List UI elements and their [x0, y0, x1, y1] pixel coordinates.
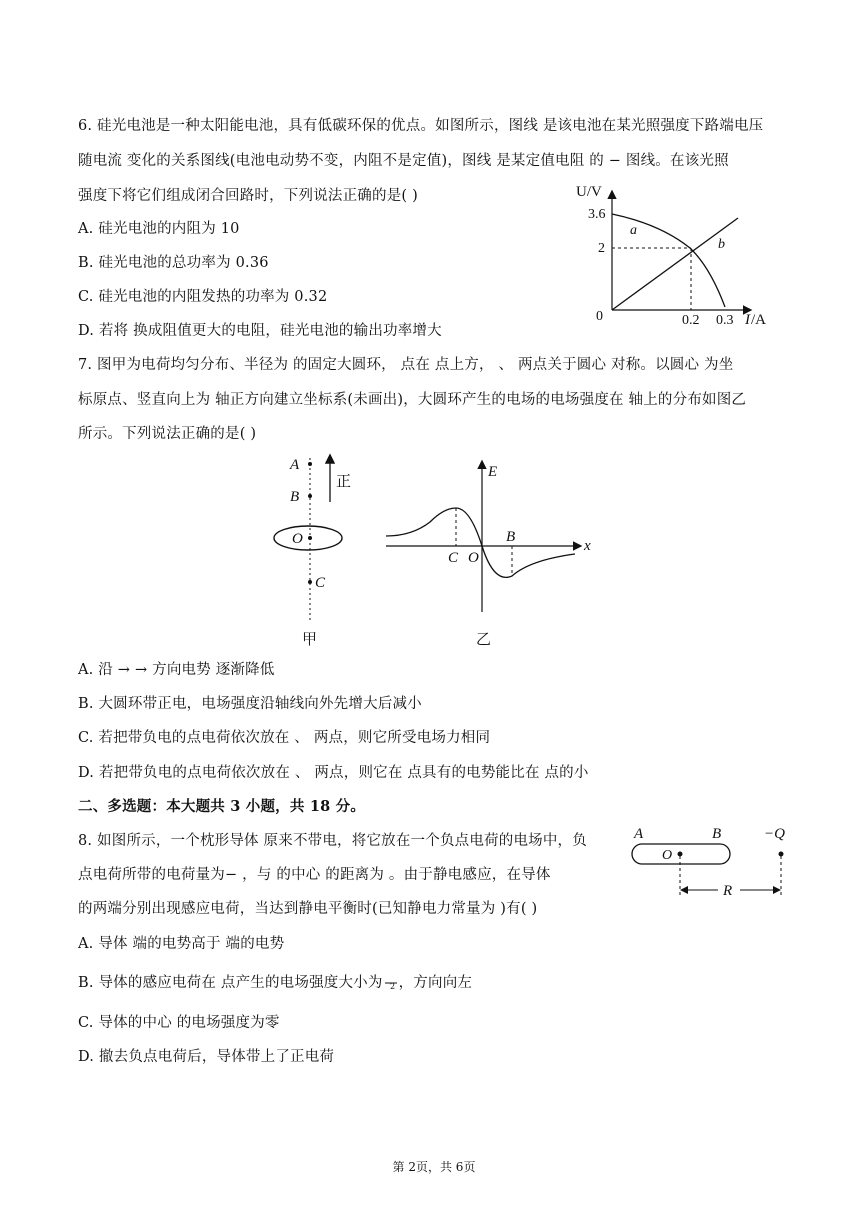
- q6-x-axis-label-unit: /A: [751, 312, 766, 328]
- q7-yi-label-o: O: [468, 550, 479, 566]
- q6-x-axis-label-i: I: [745, 312, 750, 328]
- q6-option-b: B. 硅光电池的总功率为 0.36: [78, 255, 269, 271]
- q6-tick-2: 2: [598, 241, 605, 256]
- q8-label-b: B: [712, 826, 722, 842]
- q8-figure: [626, 822, 806, 902]
- q7-option-a: A. 沿 → → 方向电势 逐渐降低: [78, 662, 275, 678]
- q6-option-c: C. 硅光电池的内阻发热的功率为 0.32: [78, 289, 328, 305]
- q8-fraction-icon: [383, 976, 399, 990]
- q7-yi-label-e: E: [488, 464, 498, 480]
- q8-option-b: [78, 971, 472, 992]
- q6-option-a: A. 硅光电池的内阻为 10: [78, 221, 240, 237]
- q7-jia-label-c: C: [315, 575, 326, 591]
- q6-y-axis-label: U/V: [576, 184, 602, 200]
- q7-yi-caption: 乙: [476, 632, 492, 648]
- q7-line-1: 7. 图甲为电荷均匀分布、半径为 的固定大圆环， 点在 点上方， 、 两点关于圆心 对称。以圆心 为坐: [78, 357, 734, 373]
- q6-ui-graph: [560, 182, 790, 332]
- q8-label-o: O: [662, 848, 673, 863]
- q8-option-d: D. 撤去负点电荷后，导体带上了正电荷: [78, 1049, 335, 1065]
- q6-origin: 0: [596, 309, 603, 324]
- page-footer: 第 2页，共 6页: [392, 1160, 476, 1174]
- q7-figure-yi: [380, 450, 600, 650]
- q8-label-r: R: [723, 883, 733, 899]
- section-2-heading: 二、多选题：本大题共 3 小题，共 18 分。: [78, 798, 366, 815]
- q7-jia-label-b: B: [290, 489, 300, 505]
- q8-label-a: A: [634, 826, 644, 842]
- svg-text:2: 2: [389, 982, 395, 990]
- q6-label-b: b: [718, 237, 725, 252]
- q6-line-1: 6. 硅光电池是一种太阳能电池，具有低碳环保的优点。如图所示，图线 是该电池在某光照强度下路端电压: [78, 118, 764, 134]
- q7-option-b: B. 大圆环带正电，电场强度沿轴线向外先增大后减小: [78, 696, 422, 712]
- q7-jia-caption: 甲: [302, 632, 318, 648]
- q8-option-a: A. 导体 端的电势高于 端的电势: [78, 936, 285, 952]
- q6-tick-3-6: 3.6: [588, 207, 606, 222]
- q6-label-a: a: [630, 223, 637, 238]
- q7-jia-label-zheng: 正: [336, 474, 352, 490]
- q8-line-3: 的两端分别出现感应电荷，当达到静电平衡时(已知静电力常量为 )有( ): [78, 901, 538, 917]
- q8-option-c: C. 导体的中心 的电场强度为零: [78, 1015, 280, 1031]
- q6-tick-0-3: 0.3: [716, 313, 734, 328]
- q6-curve-a: [612, 214, 725, 307]
- q6-line-2: 随电流 变化的关系图线(电池电动势不变，内阻不是定值)，图线 是某定值电阻 的 − 图线。在该光照: [78, 153, 729, 169]
- q7-figure-jia: [268, 450, 378, 650]
- q7-option-d: D. 若把带负电的点电荷依次放在 、 两点，则它在 点具有的电势能比在 点的小: [78, 765, 589, 781]
- q8-option-b-tail: ，方向向左: [398, 975, 473, 991]
- q6-option-d: D. 若将 换成阻值更大的电阻，硅光电池的输出功率增大: [78, 323, 442, 339]
- q8-line-2: 点电荷所带的电荷量为− ，与 的中心 的距离为 。由于静电感应，在导体: [78, 867, 551, 883]
- q7-yi-label-c: C: [448, 550, 459, 566]
- q7-jia-label-a: A: [290, 457, 300, 473]
- q8-label-q: −Q: [764, 826, 785, 842]
- q7-yi-label-x: x: [584, 538, 591, 554]
- q7-jia-label-o: O: [292, 531, 303, 547]
- q7-yi-label-b: B: [506, 529, 516, 545]
- q7-yi-curve: [386, 508, 575, 577]
- q6-line-3: 强度下将它们组成闭合回路时，下列说法正确的是( ): [78, 188, 418, 204]
- q7-option-c: C. 若把带负电的点电荷依次放在 、 两点，则它所受电场力相同: [78, 730, 491, 746]
- q7-line-3: 所示。下列说法正确的是( ): [78, 426, 257, 442]
- q6-tick-0-2: 0.2: [682, 313, 700, 328]
- q8-option-b-text: B. 导体的感应电荷在 点产生的电场强度大小为: [78, 975, 383, 991]
- q7-line-2: 标原点、竖直向上为 轴正方向建立坐标系(未画出)，大圆环产生的电场的电场强度在 轴上的分布如图乙: [78, 392, 747, 408]
- q8-line-1: 8. 如图所示，一个枕形导体 原来不带电，将它放在一个负点电荷的电场中，负: [78, 833, 587, 849]
